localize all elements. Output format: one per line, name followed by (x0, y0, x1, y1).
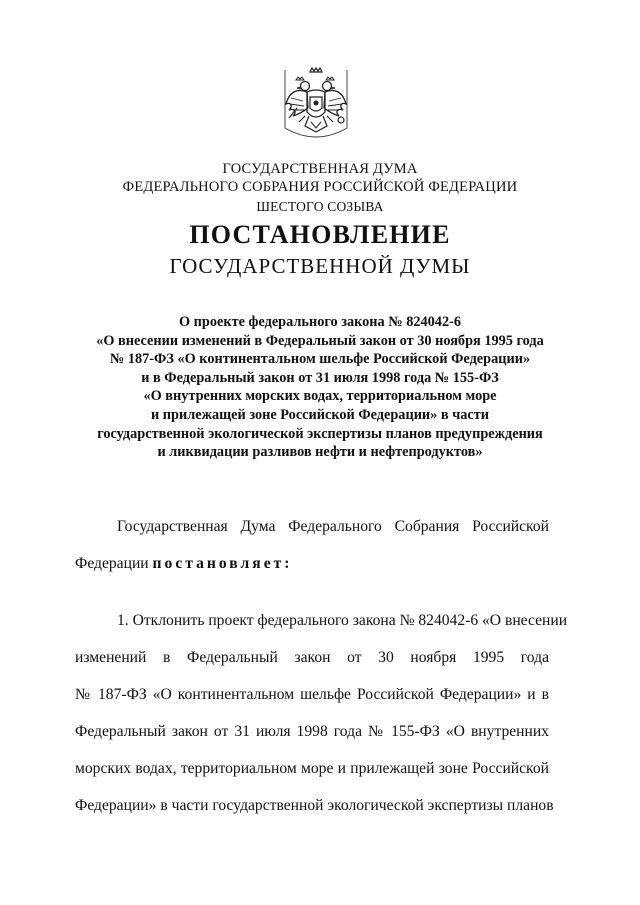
heading-line: и в Федеральный закон от 31 июля 1998 года № 155-ФЗ (141, 369, 499, 386)
preamble-line: Государственная Дума Федерального Собрания Российской (117, 518, 549, 535)
org-line-2: ФЕДЕРАЛЬНОГО СОБРАНИЯ РОССИЙСКОЙ ФЕДЕРАЦИИ (122, 179, 518, 195)
paragraph-line: № 187-ФЗ «О континентальном шельфе Российской Федерации» и в (75, 686, 549, 703)
heading-line: и прилежащей зоне Российской Федерации» в части (150, 406, 490, 423)
paragraph-line: Федерации» в части государственной экологической экспертизы планов (75, 797, 554, 814)
paragraph-line: морских водах, территориальном море и прилежащей зоне Российской (75, 760, 549, 777)
heading-line: и ликвидации разливов нефти и нефтепродуктов» (157, 444, 483, 461)
preamble-prefix: Федерации (75, 555, 153, 572)
paragraph-line: Федеральный закон от 31 июля 1998 года № 155-ФЗ «О внутренних (75, 723, 549, 740)
document-subtitle: ГОСУДАРСТВЕННОЙ ДУМЫ (169, 254, 471, 278)
heading-line: № 187-ФЗ «О континентальном шельфе Российской Федерации» (109, 351, 531, 368)
heading-line: государственной экологической экспертизы планов предупреждения (97, 425, 543, 442)
resolves-word: постановляет: (152, 555, 293, 572)
heading-line: «О внутренних морских водах, территориальном море (143, 388, 497, 405)
org-line-3: ШЕСТОГО СОЗЫВА (256, 199, 384, 214)
heading-line: «О внесении изменений в Федеральный закон от 30 ноября 1995 года (96, 332, 544, 349)
document-title: ПОСТАНОВЛЕНИЕ (189, 220, 451, 249)
heading-line: О проекте федерального закона № 824042-6 (178, 314, 462, 330)
paragraph-line: 1. Отклонить проект федерального закона № 824042-6 «О внесении (117, 612, 568, 629)
paragraph-line: изменений в Федеральный закон от 30 ноября 1995 года (75, 649, 549, 666)
russian-coat-of-arms-icon (283, 66, 349, 144)
org-line-1: ГОСУДАРСТВЕННАЯ ДУМА (222, 161, 418, 177)
resolution-heading (0, 313, 640, 462)
preamble-line (75, 555, 549, 575)
